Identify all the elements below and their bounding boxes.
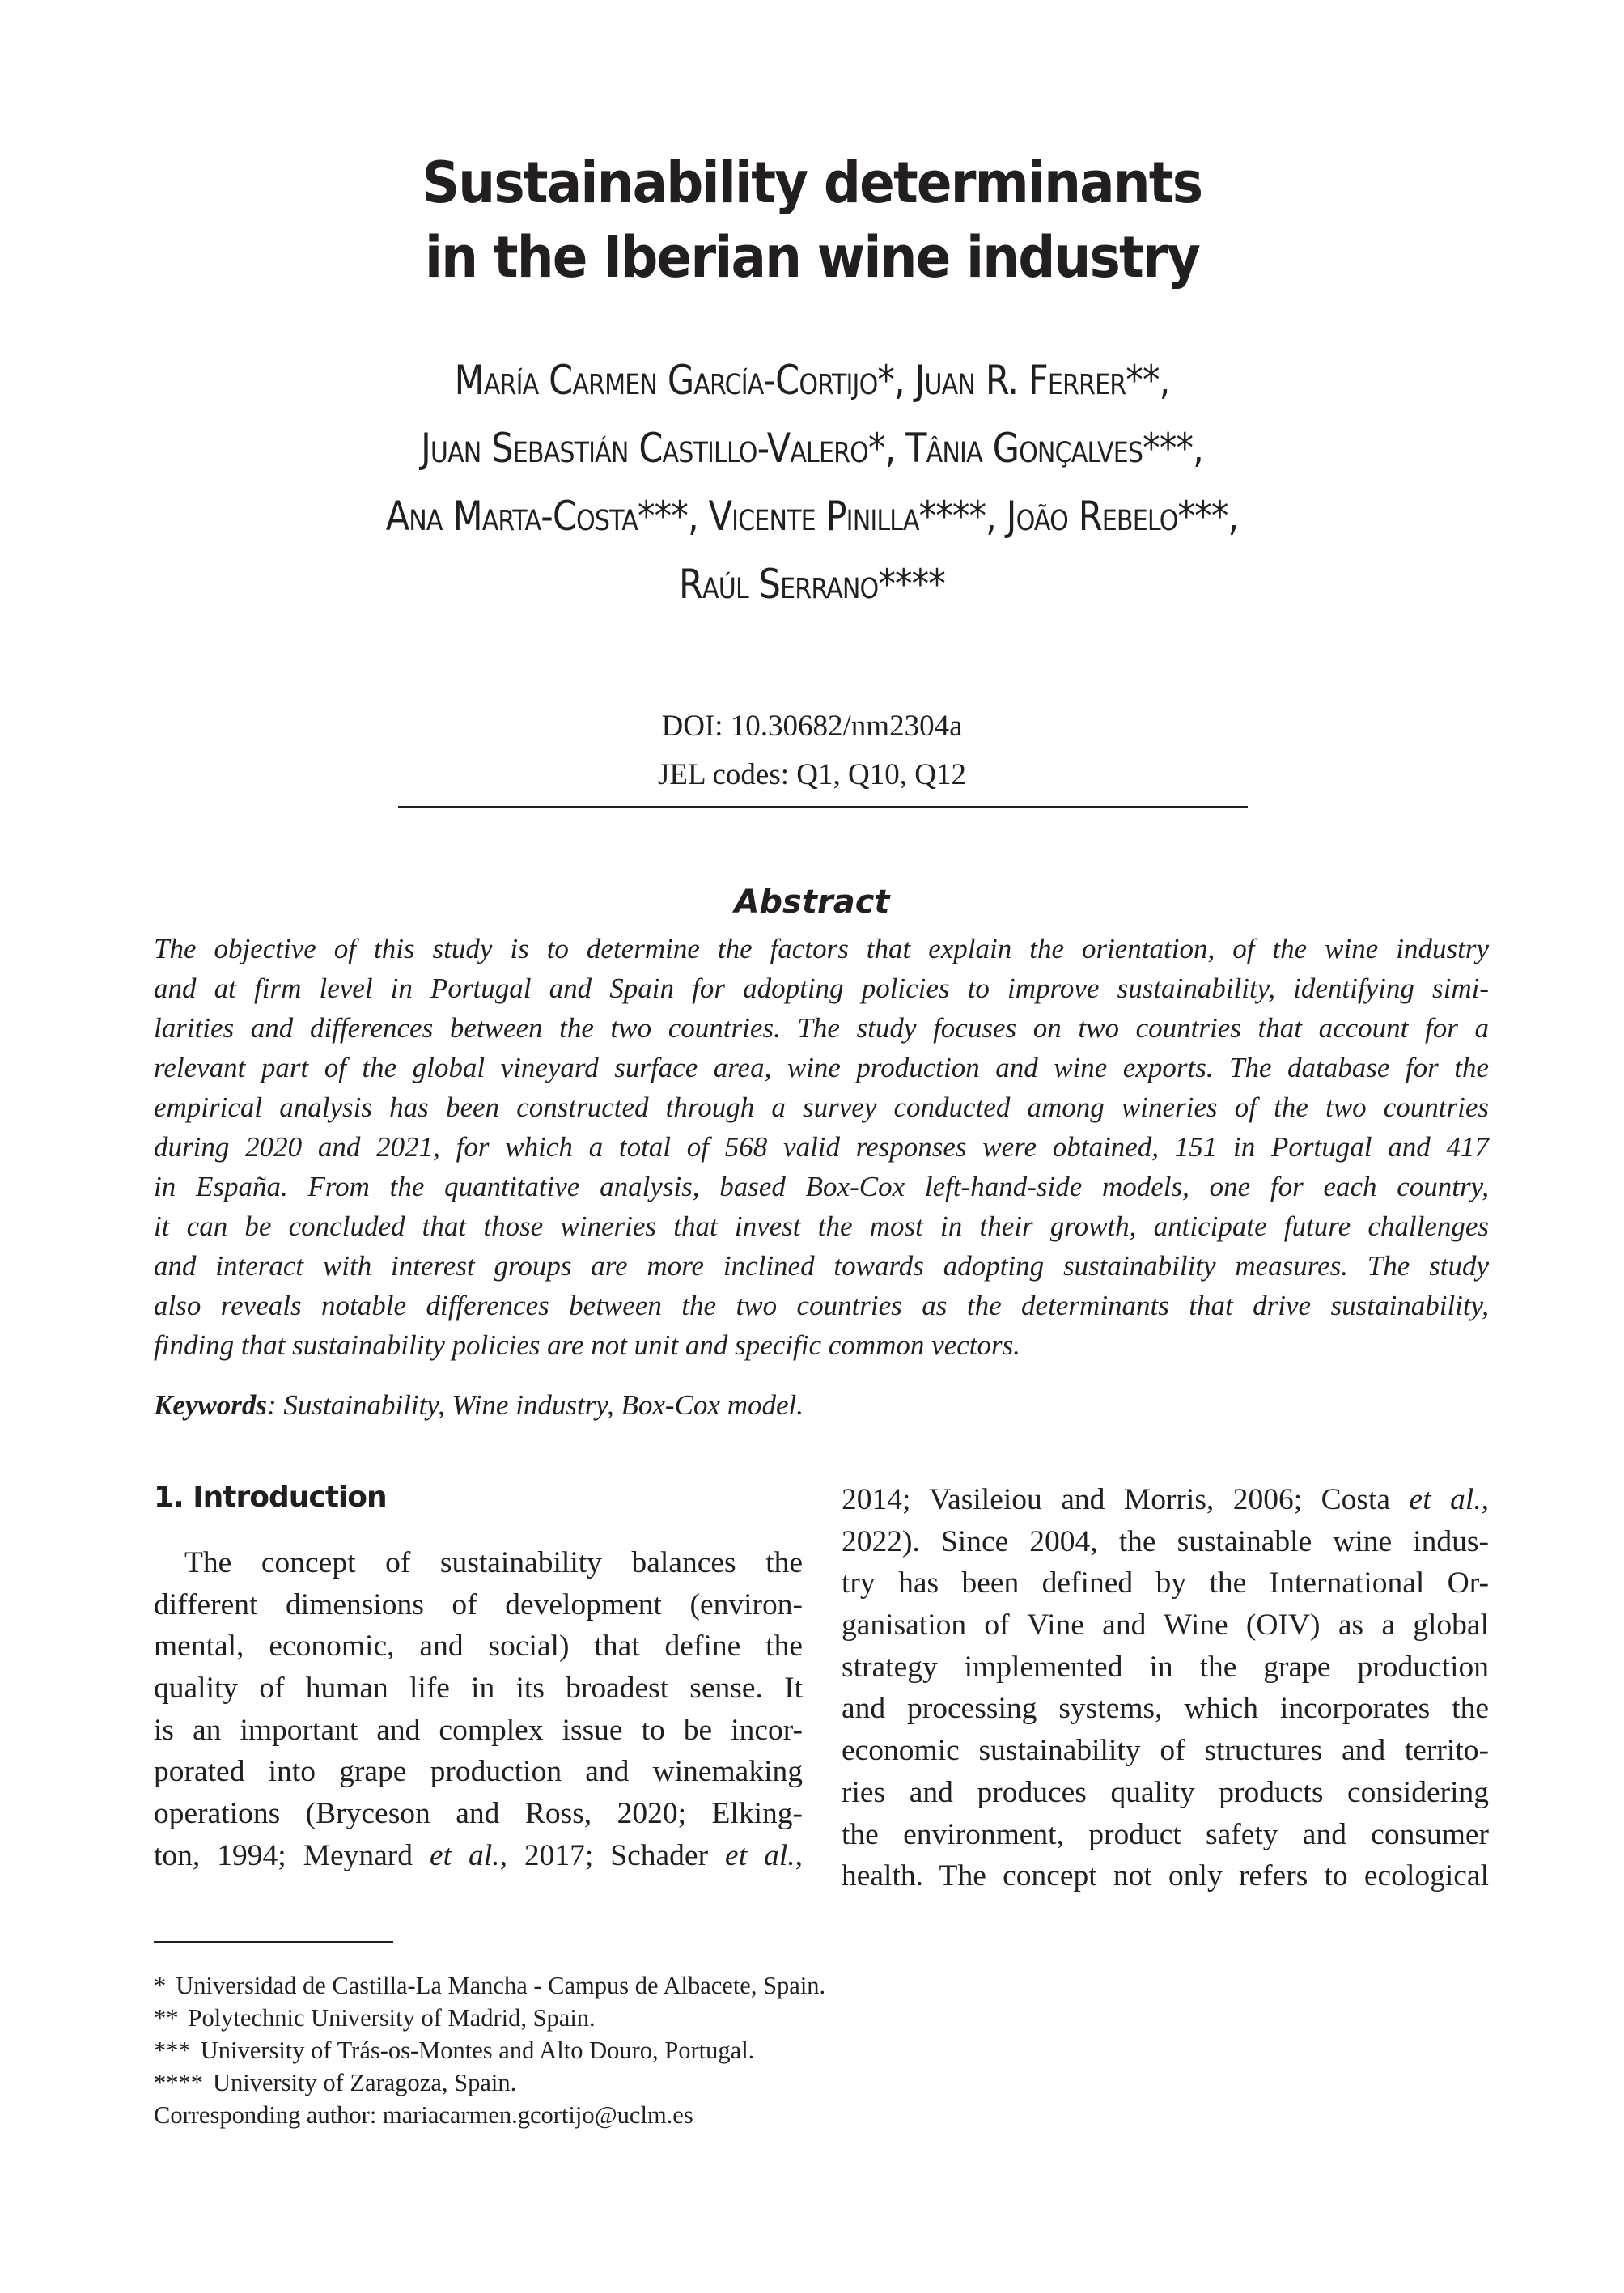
text-line: 2014; Vasileiou and Morris, 2006; Costa et al., bbox=[842, 1483, 1489, 1516]
text-line: the environment, product safety and consumer bbox=[842, 1817, 1489, 1851]
author-line: Juan Sebastián Castillo-Valero*, Tânia Gonçalves***, bbox=[421, 425, 1203, 472]
text-line: also reveals notable differences between the two countries as the determinants that drive sustainability, bbox=[154, 1290, 1489, 1321]
text-line: quality of human life in its broadest sense. It bbox=[154, 1672, 803, 1706]
footnotes bbox=[154, 1969, 825, 2131]
footnote: * Universidad de Castilla-La Mancha - Campus de Albacete, Spain. bbox=[154, 1972, 826, 1999]
author-line: Raúl Serrano**** bbox=[679, 561, 945, 608]
keywords bbox=[154, 1385, 1489, 1425]
footnote-divider bbox=[154, 1941, 393, 1943]
text-line: during 2020 and 2021, for which a total of 568 valid responses were obtained, 151 in Portugal and 417 bbox=[154, 1131, 1489, 1163]
paper-title bbox=[65, 146, 1558, 295]
text-line: ries and produces quality products considering bbox=[842, 1775, 1489, 1809]
text-line: mental, economic, and social) that define the bbox=[154, 1630, 803, 1664]
title-line: Sustainability determinants bbox=[422, 150, 1202, 216]
text-line: in España. From the quantitative analysis, based Box-Cox left-hand-side models, one for each country, bbox=[154, 1171, 1489, 1202]
text-line: finding that sustainability policies are not unit and specific common vectors. bbox=[154, 1329, 1020, 1361]
author-list bbox=[113, 346, 1510, 618]
abstract-body bbox=[154, 929, 1489, 1365]
keywords-label: Keywords bbox=[154, 1389, 267, 1421]
text-line: 2022). Since 2004, the sustainable wine indus- bbox=[842, 1524, 1489, 1558]
body-column-left bbox=[154, 1542, 803, 1877]
text-line: operations (Bryceson and Ross, 2020; Elking- bbox=[154, 1797, 803, 1831]
section-heading-introduction: 1. Introduction bbox=[154, 1481, 387, 1514]
doi[interactable]: DOI: 10.30682/nm2304a bbox=[661, 710, 963, 743]
text-line: empirical analysis has been constructed through a survey conducted among wineries of the two countries bbox=[154, 1091, 1489, 1123]
author-line: Ana Marta-Costa***, Vicente Pinilla****, João Rebelo***, bbox=[385, 493, 1239, 540]
text-line: larities and differences between the two countries. The study focuses on two countries that account for a bbox=[154, 1012, 1489, 1044]
text-line: The concept of sustainability balances the bbox=[184, 1546, 803, 1579]
text-line: The objective of this study is to determine the factors that explain the orientation, of the wine industry bbox=[154, 933, 1489, 964]
text-line: is an important and complex issue to be incor- bbox=[154, 1713, 803, 1747]
article-meta bbox=[0, 702, 1624, 799]
body-column-right bbox=[842, 1479, 1489, 1897]
text-line: economic sustainability of structures and territo- bbox=[842, 1734, 1489, 1768]
text-line: ton, 1994; Meynard et al., 2017; Schader et al., bbox=[154, 1838, 803, 1872]
text-line: and processing systems, which incorporates the bbox=[842, 1692, 1489, 1726]
corresponding-author[interactable]: Corresponding author: mariacarmen.gcortijo@uclm.es bbox=[154, 2101, 693, 2129]
text-line: strategy implemented in the grape production bbox=[842, 1650, 1489, 1684]
title-line: in the Iberian wine industry bbox=[424, 224, 1200, 290]
text-line: try has been defined by the International Or- bbox=[842, 1566, 1489, 1600]
footnote: *** University of Trás-os-Montes and Alto Douro, Portugal. bbox=[154, 2037, 755, 2064]
footnote: **** University of Zaragoza, Spain. bbox=[154, 2069, 517, 2096]
text-line: it can be concluded that those wineries that invest the most in their growth, anticipate future challenges bbox=[154, 1210, 1489, 1242]
jel-codes: JEL codes: Q1, Q10, Q12 bbox=[658, 758, 966, 791]
keywords-text: : Sustainability, Wine industry, Box-Cox model. bbox=[267, 1389, 804, 1421]
text-line: health. The concept not only refers to ecological bbox=[842, 1859, 1489, 1893]
text-line: relevant part of the global vineyard surface area, wine production and wine exports. The database for the bbox=[154, 1052, 1489, 1083]
text-line: and at firm level in Portugal and Spain for adopting policies to improve sustainability, identifying simi- bbox=[154, 973, 1489, 1004]
text-line: different dimensions of development (environ- bbox=[154, 1587, 803, 1621]
abstract-heading: Abstract bbox=[734, 884, 890, 921]
text-line: porated into grape production and winemaking bbox=[154, 1755, 803, 1789]
author-line: María Carmen García-Cortijo*, Juan R. Ferrer**, bbox=[454, 357, 1170, 404]
meta-divider bbox=[398, 806, 1248, 808]
footnote: ** Polytechnic University of Madrid, Spain. bbox=[154, 2004, 596, 2032]
text-line: and interact with interest groups are more inclined towards adopting sustainability measures. The study bbox=[154, 1250, 1489, 1282]
text-line: ganisation of Vine and Wine (OIV) as a global bbox=[842, 1608, 1489, 1642]
